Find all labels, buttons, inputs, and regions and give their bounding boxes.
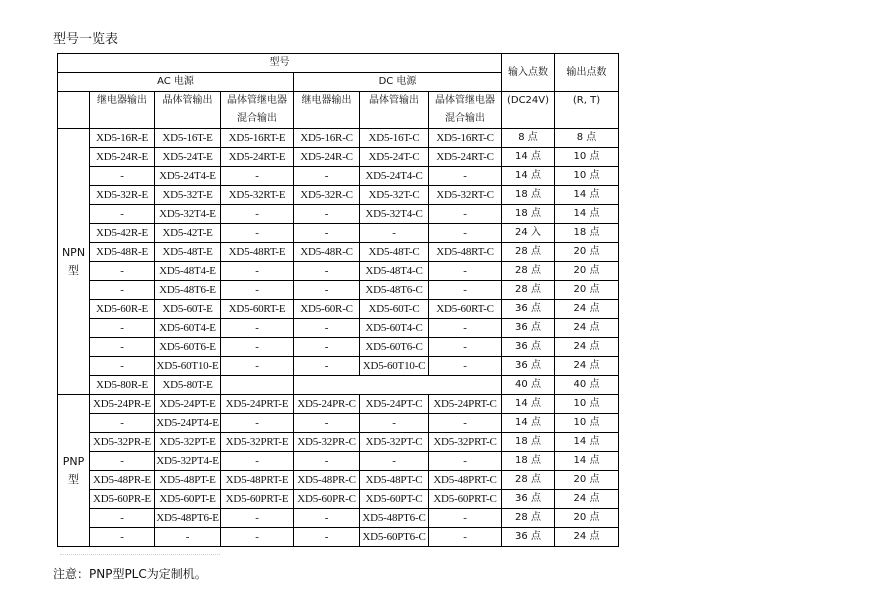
model-cell: XD5-16R-E — [90, 129, 155, 148]
model-cell: - — [429, 338, 502, 357]
input-count-cell: 36 点 — [502, 338, 555, 357]
model-cell: XD5-48T-C — [360, 243, 429, 262]
header-dc-relay: 继电器输出 — [294, 92, 360, 129]
model-cell: XD5-32PT-E — [155, 433, 221, 452]
table-row — [58, 433, 619, 452]
table-row — [58, 528, 619, 547]
model-cell: XD5-48R-C — [294, 243, 360, 262]
model-cell: XD5-48PR-C — [294, 471, 360, 490]
model-cell: XD5-32T-E — [155, 186, 221, 205]
model-cell: XD5-60T-C — [360, 300, 429, 319]
model-cell: XD5-48T6-E — [155, 281, 221, 300]
model-cell: XD5-48T4-C — [360, 262, 429, 281]
table-row — [58, 243, 619, 262]
header-input-count: 输入点数 — [502, 54, 555, 92]
model-cell: XD5-80R-E — [90, 376, 155, 395]
model-cell: - — [294, 205, 360, 224]
table-cell-empty — [294, 376, 502, 395]
input-count-cell: 18 点 — [502, 452, 555, 471]
model-cell: XD5-48T-E — [155, 243, 221, 262]
input-count-cell: 28 点 — [502, 471, 555, 490]
model-cell: - — [90, 338, 155, 357]
model-cell: - — [294, 319, 360, 338]
output-count-cell: 10 点 — [555, 167, 619, 186]
model-cell: XD5-16RT-E — [221, 129, 294, 148]
model-cell: XD5-48T6-C — [360, 281, 429, 300]
header-model: 型号 — [58, 54, 502, 73]
input-count-cell: 18 点 — [502, 433, 555, 452]
model-cell: - — [294, 357, 360, 376]
model-cell: XD5-48PT6-C — [360, 509, 429, 528]
model-cell: - — [221, 528, 294, 547]
output-count-cell: 24 点 — [555, 338, 619, 357]
input-count-cell: 36 点 — [502, 528, 555, 547]
model-cell: XD5-60RT-C — [429, 300, 502, 319]
model-cell: - — [90, 414, 155, 433]
input-count-cell: 36 点 — [502, 319, 555, 338]
model-cell: XD5-32PT4-E — [155, 452, 221, 471]
model-cell: XD5-48R-E — [90, 243, 155, 262]
output-count-cell: 18 点 — [555, 224, 619, 243]
npn-group-label: NPN 型 — [58, 129, 90, 395]
model-cell: - — [221, 167, 294, 186]
model-cell: XD5-32PRT-E — [221, 433, 294, 452]
model-cell: - — [221, 414, 294, 433]
model-cell: XD5-42T-E — [155, 224, 221, 243]
model-cell: XD5-60PR-C — [294, 490, 360, 509]
model-cell: - — [221, 319, 294, 338]
model-cell: XD5-24PRT-E — [221, 395, 294, 414]
output-count-cell: 20 点 — [555, 243, 619, 262]
model-cell: - — [90, 452, 155, 471]
header-dc-transistor: 晶体管输出 — [360, 92, 429, 129]
header-dc-power: DC 电源 — [294, 73, 502, 92]
output-count-cell: 20 点 — [555, 281, 619, 300]
model-cell: - — [221, 262, 294, 281]
table-row — [58, 376, 619, 395]
model-cell: XD5-60T6-C — [360, 338, 429, 357]
input-count-cell: 28 点 — [502, 281, 555, 300]
output-count-cell: 14 点 — [555, 433, 619, 452]
model-cell: XD5-24R-C — [294, 148, 360, 167]
model-cell: - — [294, 338, 360, 357]
model-cell: XD5-24T-E — [155, 148, 221, 167]
model-cell: - — [294, 167, 360, 186]
model-cell: - — [429, 509, 502, 528]
table-row — [58, 300, 619, 319]
output-count-cell: 24 点 — [555, 300, 619, 319]
model-cell: - — [294, 528, 360, 547]
table-row — [58, 357, 619, 376]
model-cell: XD5-24T4-E — [155, 167, 221, 186]
model-cell: - — [429, 281, 502, 300]
model-cell: - — [221, 224, 294, 243]
model-cell: XD5-32PR-E — [90, 433, 155, 452]
model-cell: - — [221, 452, 294, 471]
table-row — [58, 224, 619, 243]
table-row — [58, 205, 619, 224]
model-cell: - — [429, 319, 502, 338]
model-cell: XD5-60R-C — [294, 300, 360, 319]
input-count-cell: 36 点 — [502, 490, 555, 509]
model-cell: - — [90, 262, 155, 281]
model-cell: XD5-42R-E — [90, 224, 155, 243]
model-cell: XD5-24RT-C — [429, 148, 502, 167]
table-row — [58, 148, 619, 167]
input-count-cell: 36 点 — [502, 300, 555, 319]
model-cell: XD5-60PR-E — [90, 490, 155, 509]
model-cell: - — [221, 205, 294, 224]
model-cell: XD5-60PT-E — [155, 490, 221, 509]
model-cell: XD5-60T10-C — [360, 357, 429, 376]
model-cell: - — [221, 338, 294, 357]
table-row — [58, 319, 619, 338]
model-cell: XD5-60RT-E — [221, 300, 294, 319]
output-count-cell: 20 点 — [555, 262, 619, 281]
page-title: 型号一览表 — [53, 32, 119, 47]
header-ac-mixed: 晶体管继电器 混合输出 — [221, 92, 294, 129]
input-count-cell: 18 点 — [502, 186, 555, 205]
input-count-cell: 14 点 — [502, 414, 555, 433]
output-count-cell: 40 点 — [555, 376, 619, 395]
model-cell: XD5-24PT-E — [155, 395, 221, 414]
table-row — [58, 281, 619, 300]
model-cell: - — [360, 224, 429, 243]
input-count-cell: 40 点 — [502, 376, 555, 395]
table-row — [58, 414, 619, 433]
model-cell: XD5-60PT-C — [360, 490, 429, 509]
model-cell: XD5-48PT6-E — [155, 509, 221, 528]
table-row — [58, 262, 619, 281]
model-cell: XD5-48RT-C — [429, 243, 502, 262]
model-cell: - — [90, 205, 155, 224]
footnote: 注意：PNP型PLC为定制机。 — [53, 567, 207, 581]
output-count-cell: 24 点 — [555, 319, 619, 338]
model-cell: XD5-48PR-E — [90, 471, 155, 490]
output-count-cell: 20 点 — [555, 471, 619, 490]
model-cell: XD5-60T-E — [155, 300, 221, 319]
model-cell: XD5-32R-E — [90, 186, 155, 205]
input-count-cell: 14 点 — [502, 167, 555, 186]
input-count-cell: 36 点 — [502, 357, 555, 376]
header-ac-transistor: 晶体管输出 — [155, 92, 221, 129]
input-count-cell: 18 点 — [502, 205, 555, 224]
model-cell: - — [429, 528, 502, 547]
table-row — [58, 471, 619, 490]
model-cell: XD5-24PT4-E — [155, 414, 221, 433]
model-cell: - — [90, 281, 155, 300]
table-row — [58, 338, 619, 357]
model-cell: XD5-24T4-C — [360, 167, 429, 186]
model-cell: XD5-32T-C — [360, 186, 429, 205]
model-cell: XD5-32R-C — [294, 186, 360, 205]
model-cell: XD5-60T4-C — [360, 319, 429, 338]
model-cell: - — [429, 205, 502, 224]
header-ac-power: AC 电源 — [58, 73, 294, 92]
model-cell: XD5-32RT-C — [429, 186, 502, 205]
model-cell: XD5-60PT6-C — [360, 528, 429, 547]
table-cell-empty — [221, 376, 294, 395]
model-cell: - — [294, 224, 360, 243]
table-row — [58, 129, 619, 148]
model-cell: - — [221, 509, 294, 528]
model-cell: - — [90, 509, 155, 528]
model-cell: XD5-60PRT-E — [221, 490, 294, 509]
model-cell: XD5-48PRT-E — [221, 471, 294, 490]
output-count-cell: 10 点 — [555, 414, 619, 433]
input-count-cell: 28 点 — [502, 243, 555, 262]
model-cell: - — [360, 452, 429, 471]
model-cell: - — [155, 528, 221, 547]
model-cell: XD5-48T4-E — [155, 262, 221, 281]
model-cell: XD5-24PR-C — [294, 395, 360, 414]
table-row — [58, 186, 619, 205]
model-cell: XD5-32PR-C — [294, 433, 360, 452]
model-cell: - — [429, 262, 502, 281]
header-output-sub: (R, T) — [555, 92, 619, 129]
header-output-count: 输出点数 — [555, 54, 619, 92]
output-count-cell: 24 点 — [555, 357, 619, 376]
model-cell: - — [90, 357, 155, 376]
model-cell: - — [221, 357, 294, 376]
model-cell: XD5-32T4-E — [155, 205, 221, 224]
model-cell: XD5-16T-E — [155, 129, 221, 148]
model-cell: XD5-48PRT-C — [429, 471, 502, 490]
input-count-cell: 28 点 — [502, 262, 555, 281]
model-cell: - — [90, 167, 155, 186]
table-row — [58, 452, 619, 471]
model-cell: XD5-32PT-C — [360, 433, 429, 452]
model-cell: XD5-16RT-C — [429, 129, 502, 148]
model-cell: XD5-24PR-E — [90, 395, 155, 414]
output-count-cell: 14 点 — [555, 186, 619, 205]
model-cell: - — [429, 357, 502, 376]
pnp-group-label: PNP 型 — [58, 395, 90, 547]
model-cell: - — [294, 414, 360, 433]
model-cell: - — [360, 414, 429, 433]
model-cell: XD5-60T6-E — [155, 338, 221, 357]
model-cell: - — [294, 262, 360, 281]
model-cell: - — [294, 452, 360, 471]
model-cell: - — [90, 528, 155, 547]
model-cell: - — [429, 452, 502, 471]
input-count-cell: 28 点 — [502, 509, 555, 528]
model-cell: XD5-48PT-E — [155, 471, 221, 490]
model-cell: XD5-16T-C — [360, 129, 429, 148]
table-row — [58, 167, 619, 186]
model-cell: XD5-48PT-C — [360, 471, 429, 490]
header-dc-mixed: 晶体管继电器 混合输出 — [429, 92, 502, 129]
output-count-cell: 10 点 — [555, 395, 619, 414]
model-cell: - — [429, 167, 502, 186]
model-cell: XD5-80T-E — [155, 376, 221, 395]
model-cell: - — [429, 414, 502, 433]
table-row — [58, 490, 619, 509]
output-count-cell: 14 点 — [555, 205, 619, 224]
header-blank — [58, 92, 90, 129]
output-count-cell: 8 点 — [555, 129, 619, 148]
output-count-cell: 24 点 — [555, 528, 619, 547]
model-cell: XD5-60T10-E — [155, 357, 221, 376]
header-ac-relay: 继电器输出 — [90, 92, 155, 129]
model-cell: - — [90, 319, 155, 338]
model-cell: - — [221, 281, 294, 300]
model-cell: XD5-32T4-C — [360, 205, 429, 224]
model-cell: XD5-32PRT-C — [429, 433, 502, 452]
table-row — [58, 509, 619, 528]
model-cell: XD5-48RT-E — [221, 243, 294, 262]
table-row — [58, 395, 619, 414]
model-cell: XD5-24R-E — [90, 148, 155, 167]
model-cell: XD5-60PRT-C — [429, 490, 502, 509]
model-cell: XD5-16R-C — [294, 129, 360, 148]
output-count-cell: 20 点 — [555, 509, 619, 528]
model-cell: XD5-60R-E — [90, 300, 155, 319]
input-count-cell: 8 点 — [502, 129, 555, 148]
output-count-cell: 14 点 — [555, 452, 619, 471]
header-input-sub: (DC24V) — [502, 92, 555, 129]
cropped-text-line — [60, 554, 220, 559]
model-cell: - — [294, 509, 360, 528]
model-cell: XD5-24PT-C — [360, 395, 429, 414]
input-count-cell: 24 入 — [502, 224, 555, 243]
input-count-cell: 14 点 — [502, 148, 555, 167]
output-count-cell: 10 点 — [555, 148, 619, 167]
model-cell: XD5-24T-C — [360, 148, 429, 167]
input-count-cell: 14 点 — [502, 395, 555, 414]
model-cell: XD5-60T4-E — [155, 319, 221, 338]
model-table — [57, 53, 619, 547]
output-count-cell: 24 点 — [555, 490, 619, 509]
model-cell: XD5-24PRT-C — [429, 395, 502, 414]
model-cell: XD5-32RT-E — [221, 186, 294, 205]
model-cell: - — [294, 281, 360, 300]
model-cell: XD5-24RT-E — [221, 148, 294, 167]
model-cell: - — [429, 224, 502, 243]
